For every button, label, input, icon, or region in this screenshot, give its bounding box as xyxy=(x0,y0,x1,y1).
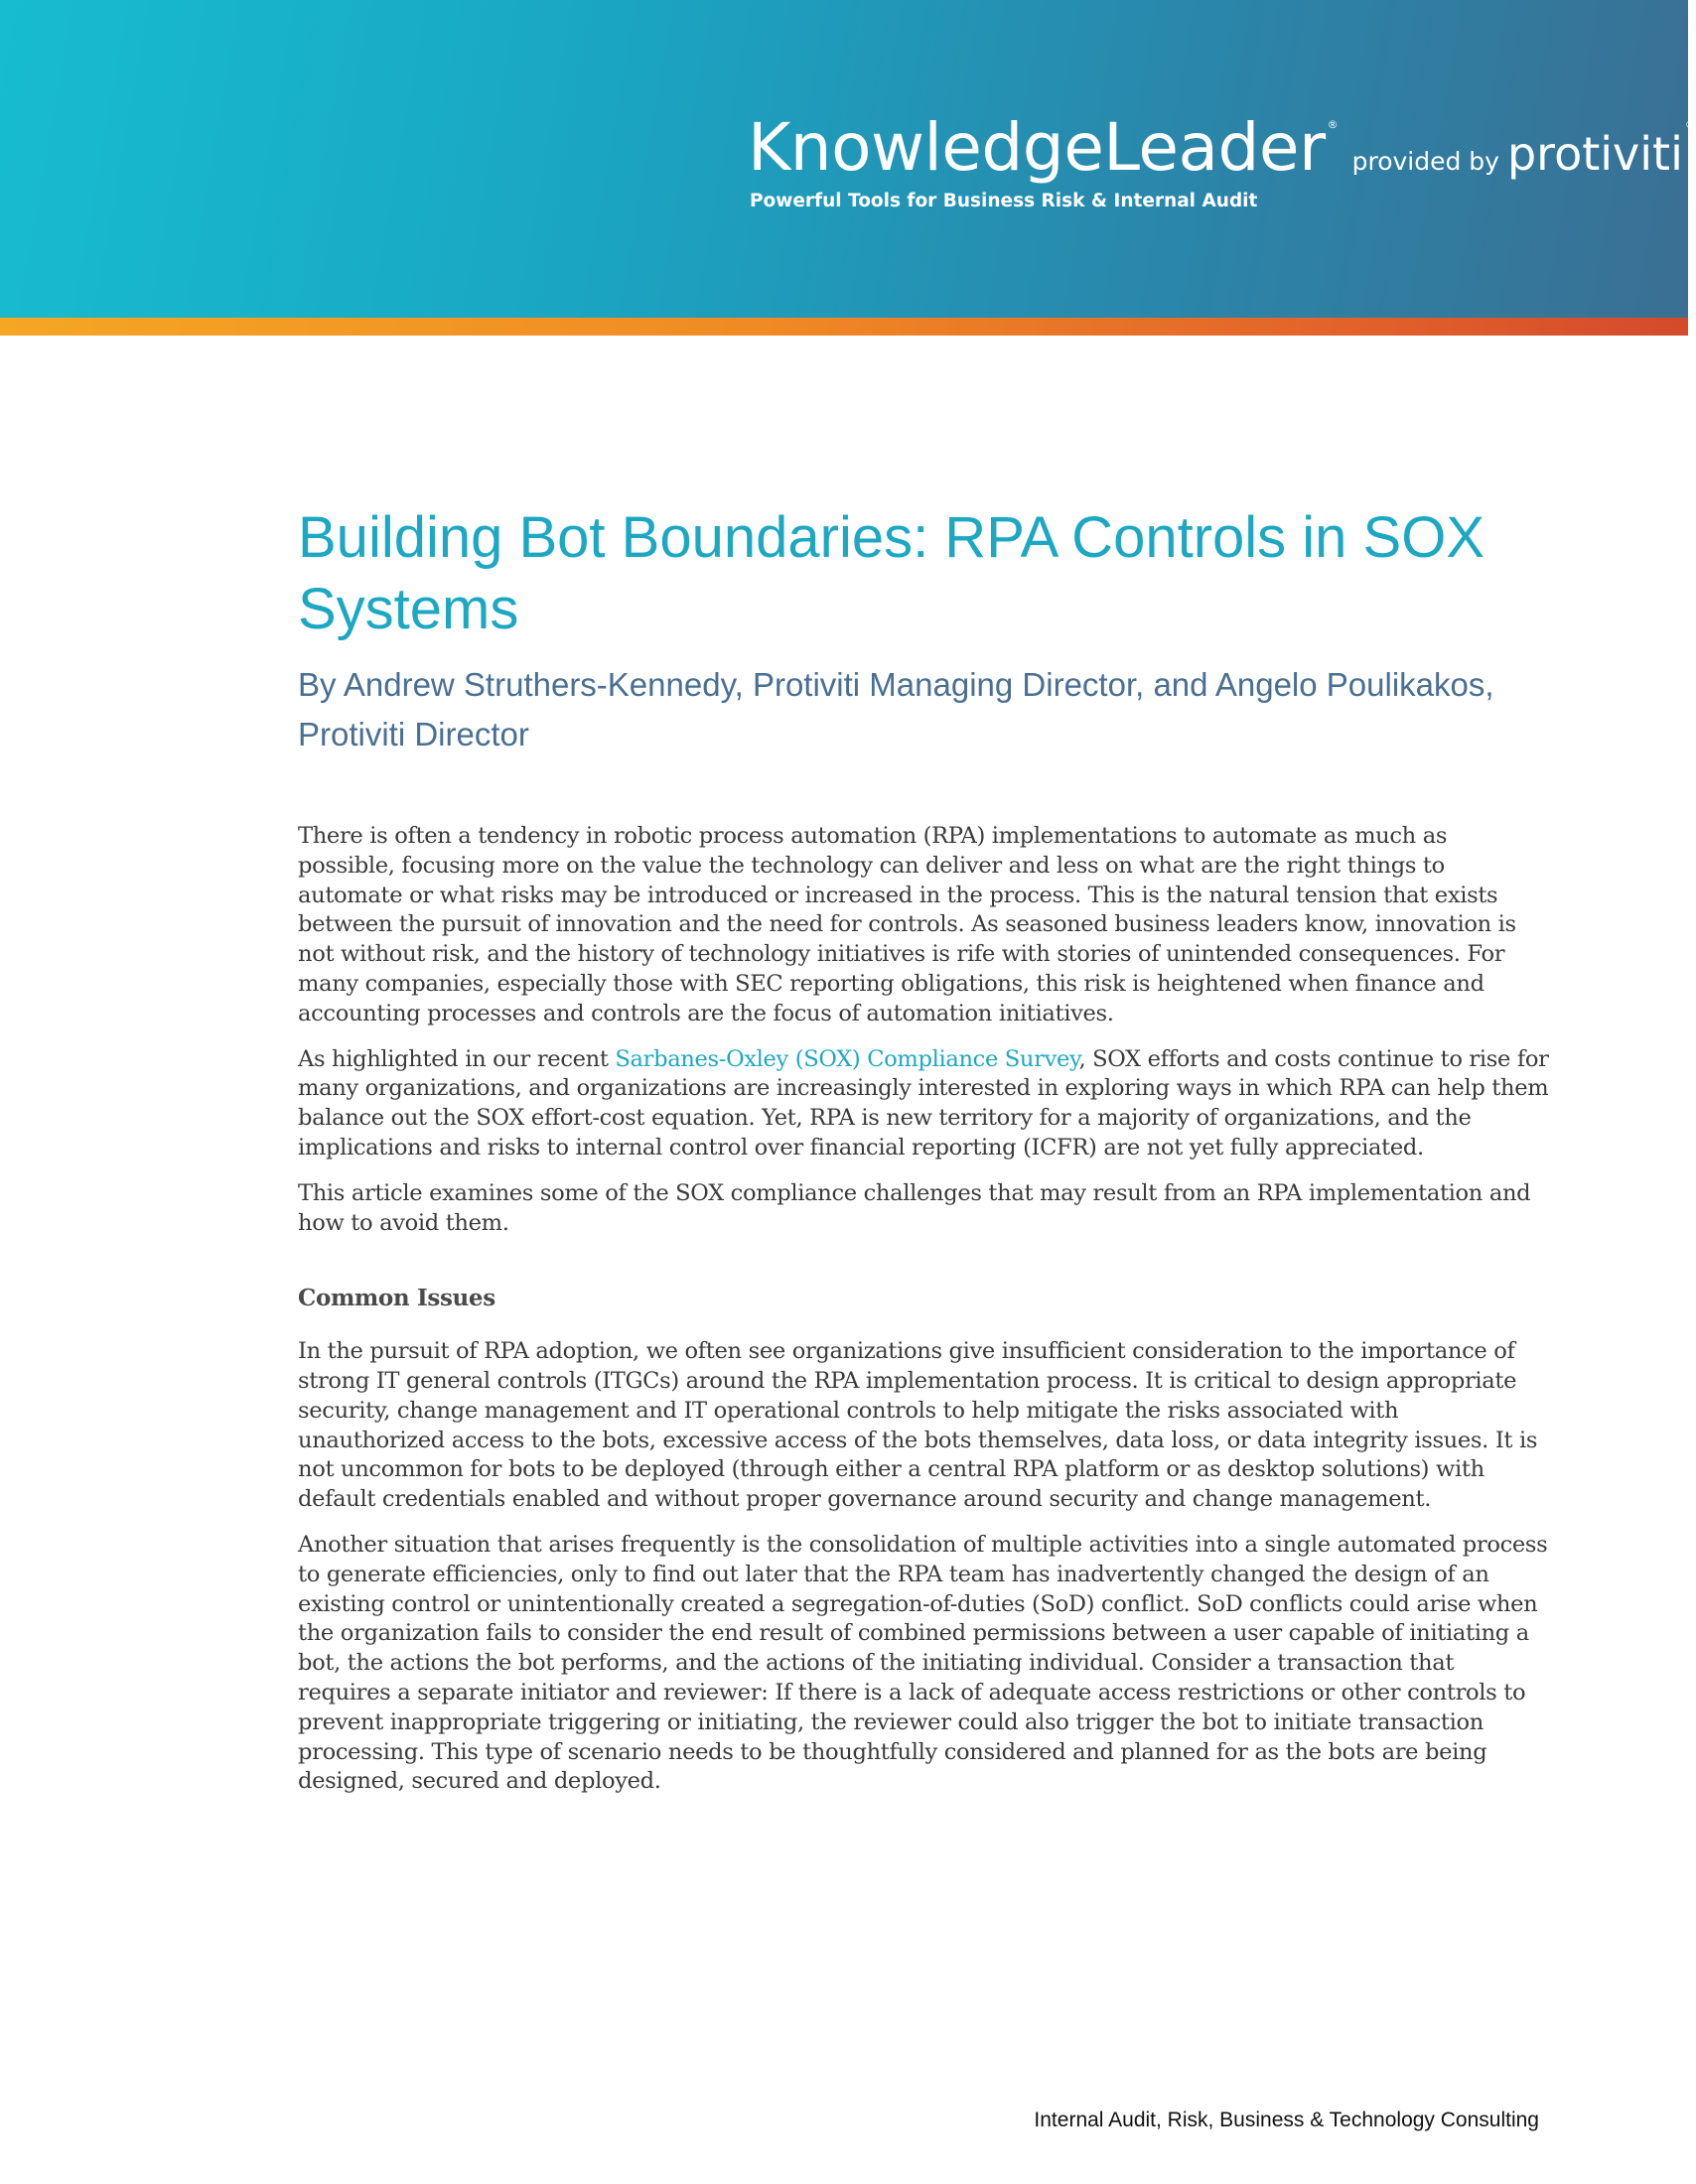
sox-survey-link[interactable]: Sarbanes-Oxley (SOX) Compliance Survey xyxy=(615,1045,1079,1072)
survey-paragraph xyxy=(298,1045,1549,1163)
header-accent-stripe xyxy=(0,318,1688,336)
footer-text: Internal Audit, Risk, Business & Technology Consulting xyxy=(1034,2109,1539,2131)
article-title: Building Bot Boundaries: RPA Controls in SOX Systems xyxy=(298,505,1485,641)
brand-tagline: Powerful Tools for Business Risk & Internal Audit xyxy=(750,191,1258,211)
survey-paragraph-lead: As highlighted in our recent xyxy=(298,1045,616,1072)
brand-name: KnowledgeLeader xyxy=(748,109,1326,186)
provided-by-label: provided by xyxy=(1351,147,1499,176)
scope-paragraph: This article examines some of the SOX compliance challenges that may result from an RPA implementation and how to avoid them. xyxy=(298,1179,1531,1236)
section-heading-common-issues: Common Issues xyxy=(298,1285,495,1312)
company-registered-mark: ® xyxy=(1684,118,1696,131)
sod-paragraph: Another situation that arises frequently is the consolidation of multiple activities into a single automated process to generate efficiencies, only to find out later that the RPA team has inadvertently changed the design of an existing control or unintentionally created a segregation-of-duties (SoD) conflict. SoD conflicts could arise when the organization fails to consider the end result of combined permissions between a user capable of initiating a bot, the actions the bot performs, and the actions of the initiating individual. Consider a transaction that requires a separate initiator and reviewer: If there is a lack of adequate access restrictions or other controls to prevent inappropriate triggering or initiating, the reviewer could also trigger the bot to initiate transaction processing. This type of scenario needs to be thoughtfully considered and planned for as the bots are being designed, secured and deployed. xyxy=(298,1531,1548,1795)
itgc-paragraph: In the pursuit of RPA adoption, we often see organizations give insufficient consideration to the importance of strong IT general controls (ITGCs) around the RPA implementation process. It is critical to design appropriate security, change management and IT operational controls to help mitigate the risks associated with unauthorized access to the bots, excessive access of the bots themselves, data loss, or data integrity issues. It is not uncommon for bots to be deployed (through either a central RPA platform or as desktop solutions) with default credentials enabled and without proper governance around security and change management. xyxy=(298,1338,1538,1513)
registered-mark: ® xyxy=(1327,118,1339,131)
survey-paragraph-rest: , SOX efforts and costs continue to rise for many organizations, and organizations are increasingly interested in exploring ways in which RPA can help them balance out the SOX effort-cost equation. Yet, RPA is new territory for a majority of organizations, and the implications and risks to internal control over financial reporting (ICFR) are not yet fully appreciated. xyxy=(298,1045,1549,1160)
company-name: protiviti xyxy=(1506,127,1683,181)
article-body xyxy=(298,822,1549,1813)
brand-logo xyxy=(748,109,1696,189)
article-byline: By Andrew Struthers-Kennedy, Protiviti Managing Director, and Angelo Poulikakos, Protiviti Director xyxy=(298,666,1494,752)
intro-paragraph: There is often a tendency in robotic process automation (RPA) implementations to automate as much as possible, focusing more on the value the technology can deliver and less on what are the right things to automate or what risks may be introduced or increased in the process. This is the natural tension that exists between the pursuit of innovation and the need for controls. As seasoned business leaders know, innovation is not without risk, and the history of technology initiatives is rife with stories of unintended consequences. For many companies, especially those with SEC reporting obligations, this risk is heightened when finance and accounting processes and controls are the focus of automation initiatives. xyxy=(298,823,1516,1026)
